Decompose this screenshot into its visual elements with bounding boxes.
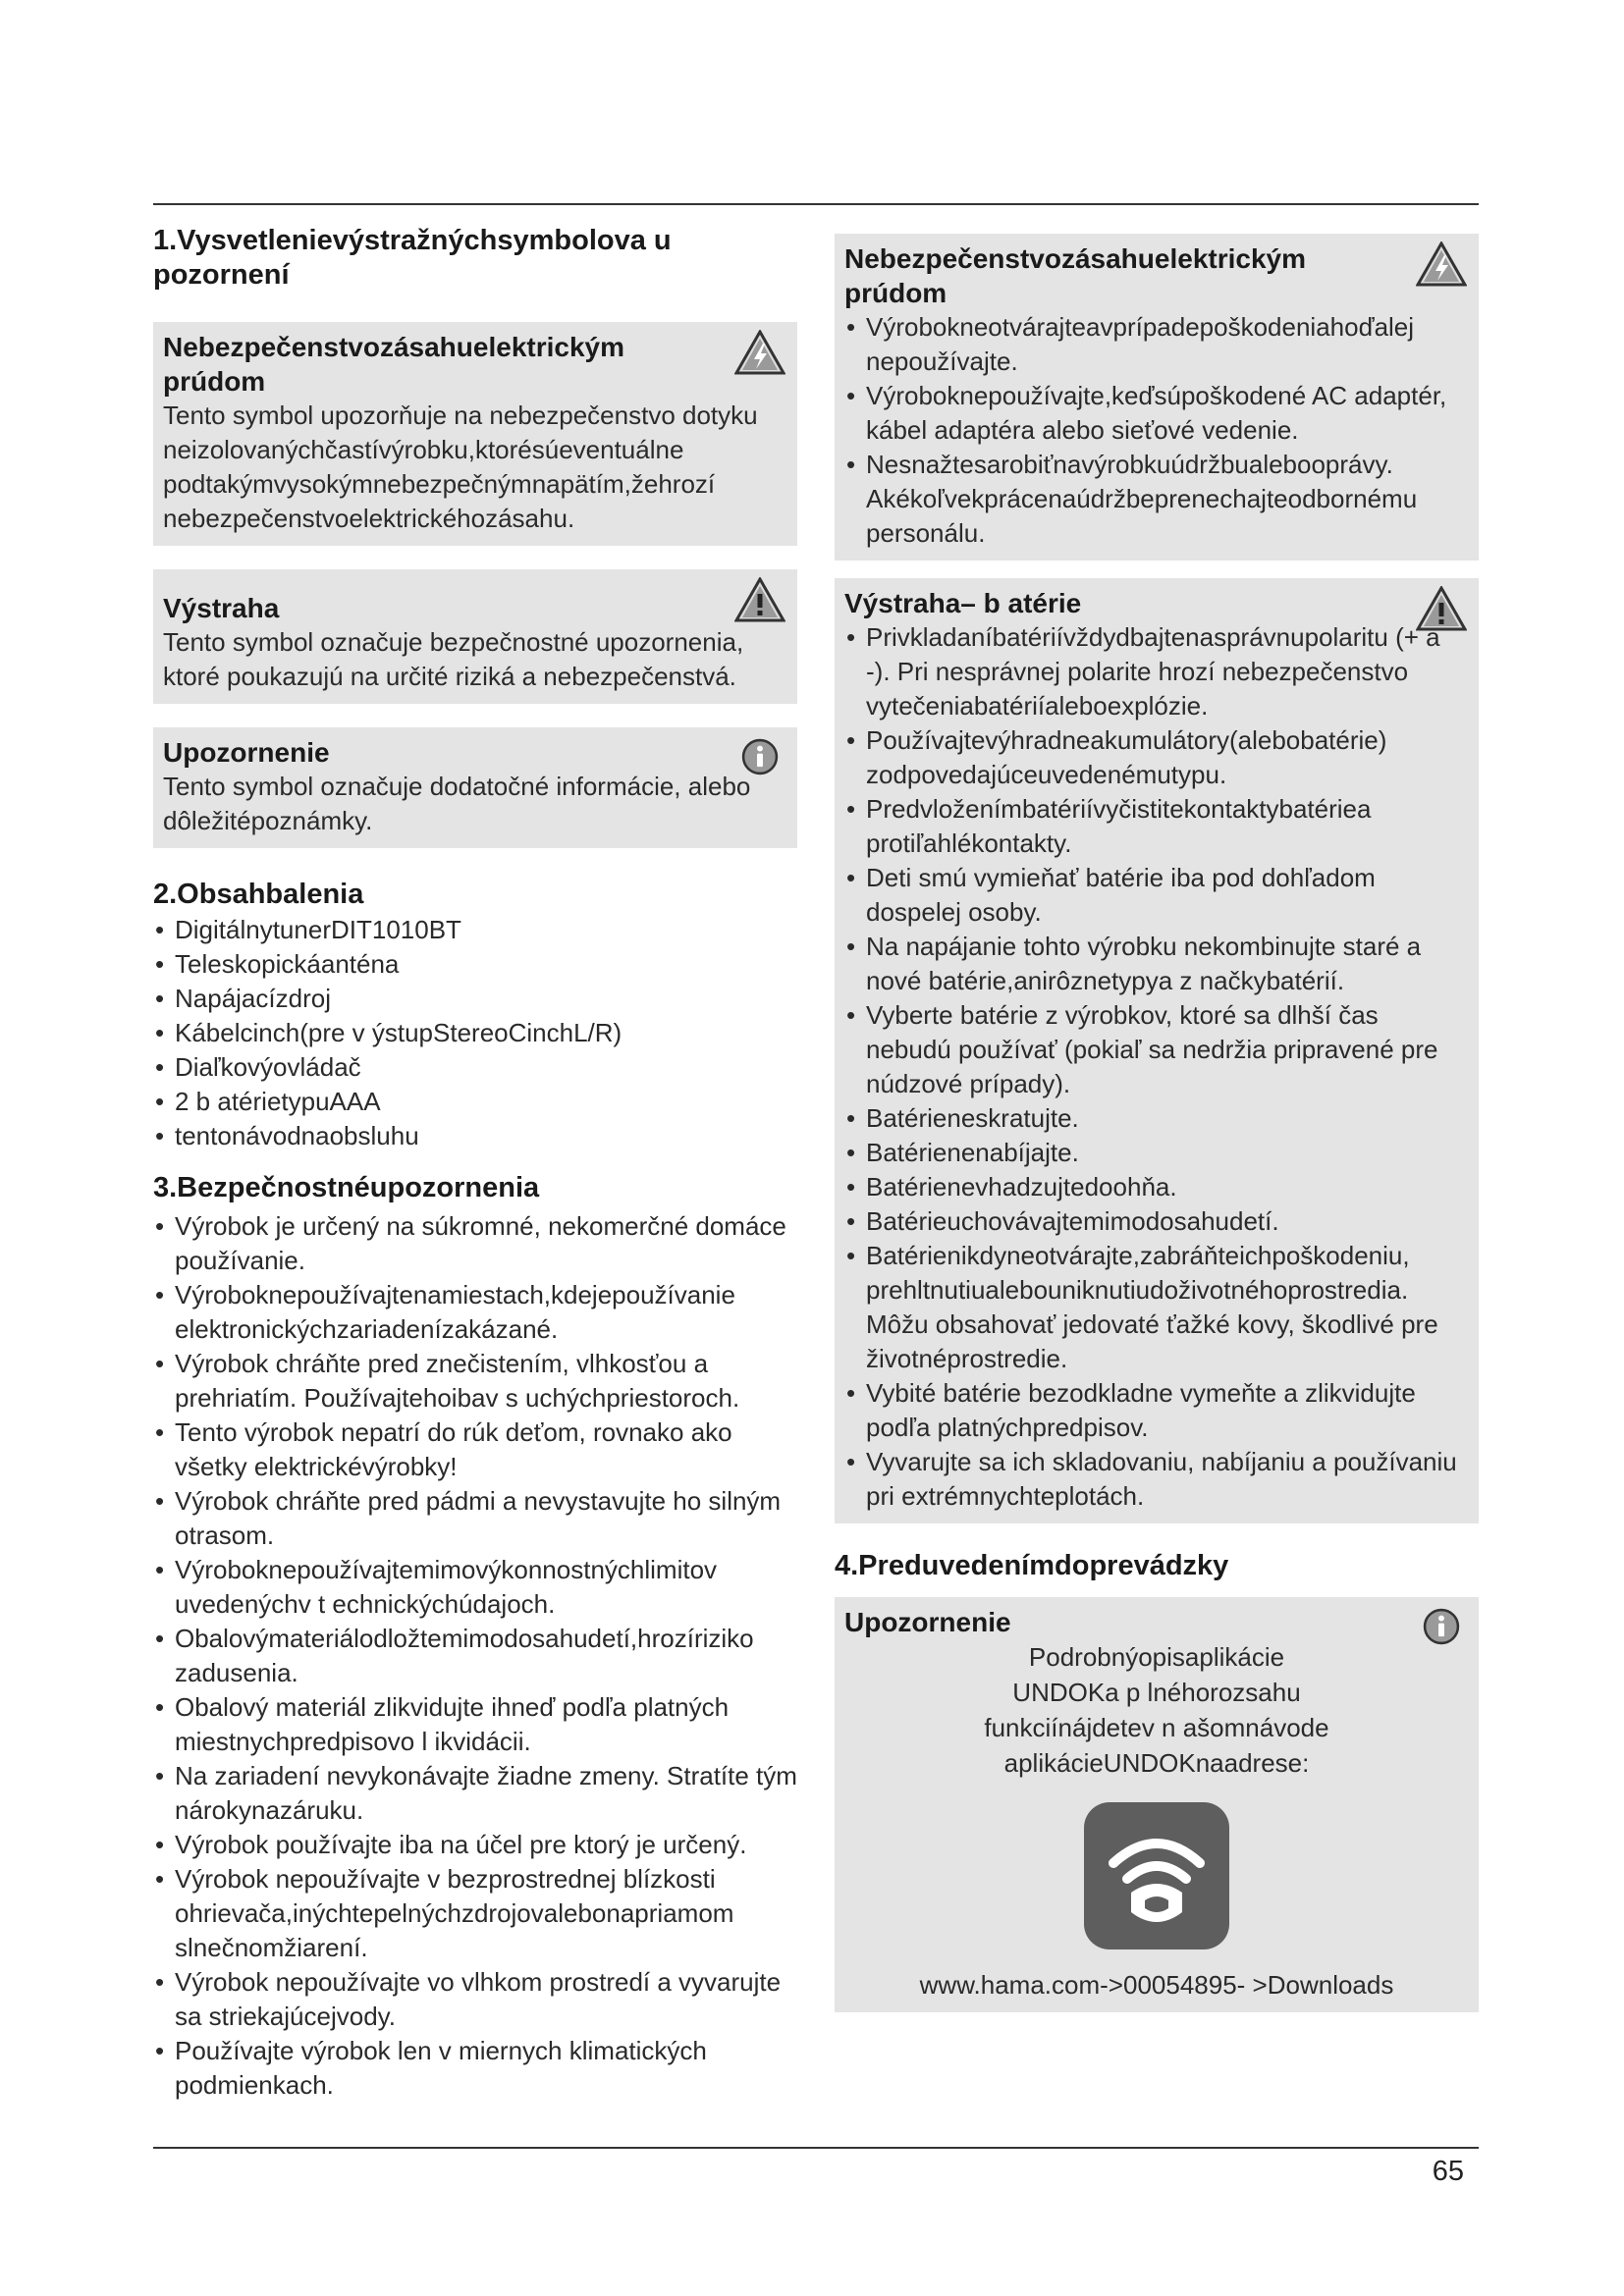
list-item: • Výrobok chráňte pred znečistením, vlhkosťou a prehriatím. Používajtehoibav s uchýchpriestoroch. bbox=[153, 1347, 797, 1415]
download-url: www.hama.com->00054895- >Downloads bbox=[919, 1969, 1394, 2000]
list-item: • Výrobok používajte iba na účel pre ktorý je určený. bbox=[153, 1828, 797, 1862]
list-item: • Privkladaníbatériívždydbajtenasprávnupolaritu (+ a -). Pri nesprávnej polarite hrozí nebezpečenstvo vytečeniabatériíaleboexplózie. bbox=[844, 620, 1469, 723]
note-box-text: Tento symbol označuje dodatočné informácie, alebo dôležitépoznámky. bbox=[163, 771, 751, 835]
electric-warning-icon bbox=[1416, 241, 1467, 287]
list-item: • Výroboknepoužívajtenamiestach,kdejepoužívanie elektronickýchzariadenízakázané. bbox=[153, 1278, 797, 1347]
app-note-description bbox=[844, 1639, 1469, 1781]
right-column bbox=[835, 234, 1479, 2012]
electric-shock-rules-box bbox=[835, 234, 1479, 561]
info-icon bbox=[1420, 1605, 1463, 1648]
list-item: • Výrobokneotvárajteavprípadepoškodeniahoďalej nepoužívajte. bbox=[844, 310, 1469, 379]
text-line: aplikácieUNDOKnaadrese: bbox=[1003, 1747, 1310, 1778]
list-item: • Nesnažtesarobiťnavýrobkuúdržbualebooprávy. Akékoľvekprácenaúdržbeprenechajteodbornému personálu. bbox=[844, 448, 1469, 551]
list-item: • Vyberte batérie z výrobkov, ktoré sa dlhší čas nebudú používať (pokiaľ sa nedržia pripravené pre núdzové prípady). bbox=[844, 998, 1469, 1101]
electric-rules-list bbox=[844, 310, 1469, 551]
list-item: • Batérienikdyneotvárajte,zabráňteichpoškodeniu, prehltnutiualebouniknutiudoživotnéhoprostredia. Môžu obsahovať jedovaté ťažké kovy, škodlivé pre životnéprostredie. bbox=[844, 1239, 1469, 1376]
electric-box-title: Nebezpečenstvozásahuelektrickým prúdom bbox=[163, 331, 624, 397]
list-item: • Vyvarujte sa ich skladovaniu, nabíjaniu a používaniu pri extrémnychteplotách. bbox=[844, 1445, 1469, 1514]
page-number: 65 bbox=[1432, 2156, 1464, 2187]
top-rule bbox=[153, 203, 1479, 205]
section1-heading: 1.Vysvetlenievýstražnýchsymbolova u pozornení bbox=[153, 225, 672, 291]
section2-heading: 2.Obsahbalenia bbox=[153, 878, 364, 910]
list-item: • Používajtevýhradneakumulátory(alebobatérie) zodpovedajúceuvedenémutypu. bbox=[844, 723, 1469, 792]
list-item: • Výroboknepoužívajte,keďsúpoškodené AC adaptér, kábel adaptéra alebo sieťové vedenie. bbox=[844, 379, 1469, 448]
battery-rules-list bbox=[844, 620, 1469, 1514]
electric-box-text: Tento symbol upozorňuje na nebezpečenstvo dotyku neizolovanýchčastívýrobku,ktorésúeventuálne podtakýmvysokýmnebezpečnýmnapätím,žehrozí nebezpečenstvoelektrickéhozásahu. bbox=[163, 400, 758, 533]
section4-heading: 4.Preduvedenímdoprevádzky bbox=[835, 1550, 1229, 1581]
list-item: • Diaľkovýovládač bbox=[153, 1050, 797, 1085]
list-item: • Na napájanie tohto výrobku nekombinujte staré a nové batérie,anirôznetypya z načkybatérií. bbox=[844, 930, 1469, 998]
safety-list bbox=[153, 1209, 797, 2103]
list-item: • Teleskopickáanténa bbox=[153, 947, 797, 982]
list-item: • Obalový materiál zlikvidujte ihneď podľa platných miestnychpredpisovo l ikvidácii. bbox=[153, 1690, 797, 1759]
list-item: • Predvloženímbatériívyčistitekontaktybatériea protiľahlékontakty. bbox=[844, 792, 1469, 861]
list-item: • Výroboknepoužívajtemimovýkonnostnýchlimitov uvedenýchv t echnickýchúdajoch. bbox=[153, 1553, 797, 1622]
warning-box bbox=[153, 569, 797, 704]
list-item: • Batérieuchovávajtemimodosahudetí. bbox=[844, 1204, 1469, 1239]
list-item: • tentonávodnaobsluhu bbox=[153, 1119, 797, 1153]
warning-triangle-icon bbox=[734, 577, 785, 622]
app-note-title: Upozornenie bbox=[844, 1606, 1011, 1637]
electric-warning-icon bbox=[734, 330, 785, 375]
list-item: • Výrobok je určený na súkromné, nekomerčné domáce používanie. bbox=[153, 1209, 797, 1278]
list-item: • Používajte výrobok len v miernych klimatických podmienkach. bbox=[153, 2034, 797, 2103]
warning-box-text: Tento symbol označuje bezpečnostné upozornenia, ktoré poukazujú na určité riziká a nebezpečenstvá. bbox=[163, 626, 744, 691]
list-item: • Výrobok nepoužívajte vo vlhkom prostredí a vyvarujte sa striekajúcejvody. bbox=[153, 1965, 797, 2034]
list-item: • Obalovýmateriálodložtemimodosahudetí,hrozíriziko zadusenia. bbox=[153, 1622, 797, 1690]
list-item: • Na zariadení nevykonávajte žiadne zmeny. Stratíte tým nárokynazáruku. bbox=[153, 1759, 797, 1828]
list-item: • Batérienevhadzujtedoohňa. bbox=[844, 1170, 1469, 1204]
list-item: • 2 b atérietypuAAA bbox=[153, 1085, 797, 1119]
list-item: • DigitálnytunerDIT1010BT bbox=[153, 913, 797, 947]
list-item: • Deti smú vymieňať batérie iba pod dohľadom dospelej osoby. bbox=[844, 861, 1469, 930]
section3-heading: 3.Bezpečnostnéupozornenia bbox=[153, 1172, 540, 1204]
list-item: • Batérienenabíjajte. bbox=[844, 1136, 1469, 1170]
note-box-title: Upozornenie bbox=[163, 736, 330, 768]
list-item: • Napájacízdroj bbox=[153, 982, 797, 1016]
list-item: • Batérieneskratujte. bbox=[844, 1101, 1469, 1136]
left-column bbox=[153, 224, 797, 2103]
app-note-box bbox=[835, 1597, 1479, 2012]
info-icon bbox=[738, 735, 782, 778]
text-line: UNDOKa p lnéhorozsahu bbox=[1012, 1677, 1301, 1707]
package-contents-list bbox=[153, 913, 797, 1153]
note-box bbox=[153, 727, 797, 848]
text-line: Podrobnýopisaplikácie bbox=[1028, 1641, 1285, 1672]
list-item: • Výrobok chráňte pred pádmi a nevystavujte ho silným otrasom. bbox=[153, 1484, 797, 1553]
undok-app-logo-icon bbox=[1084, 1802, 1229, 1949]
battery-box-title: Výstraha– b atérie bbox=[844, 588, 1082, 618]
list-item: • Vybité batérie bezodkladne vymeňte a zlikvidujte podľa platnýchpredpisov. bbox=[844, 1376, 1469, 1445]
right-electric-title: Nebezpečenstvozásahuelektrickým prúdom bbox=[844, 243, 1306, 308]
list-item: • Výrobok nepoužívajte v bezprostrednej blízkosti ohrievača,inýchtepelnýchzdrojovalebonapriamom slnečnomžiarení. bbox=[153, 1862, 797, 1965]
bottom-rule bbox=[153, 2147, 1479, 2149]
battery-warning-box bbox=[835, 578, 1479, 1523]
list-item: • Tento výrobok nepatrí do rúk deťom, rovnako ako všetky elektrickévýrobky! bbox=[153, 1415, 797, 1484]
warning-box-title: Výstraha bbox=[163, 592, 280, 623]
text-line: funkciínájdetev n ašomnávode bbox=[984, 1712, 1329, 1742]
list-item: • Kábelcinch(pre v ýstupStereoCinchL/R) bbox=[153, 1016, 797, 1050]
electric-shock-box bbox=[153, 322, 797, 546]
